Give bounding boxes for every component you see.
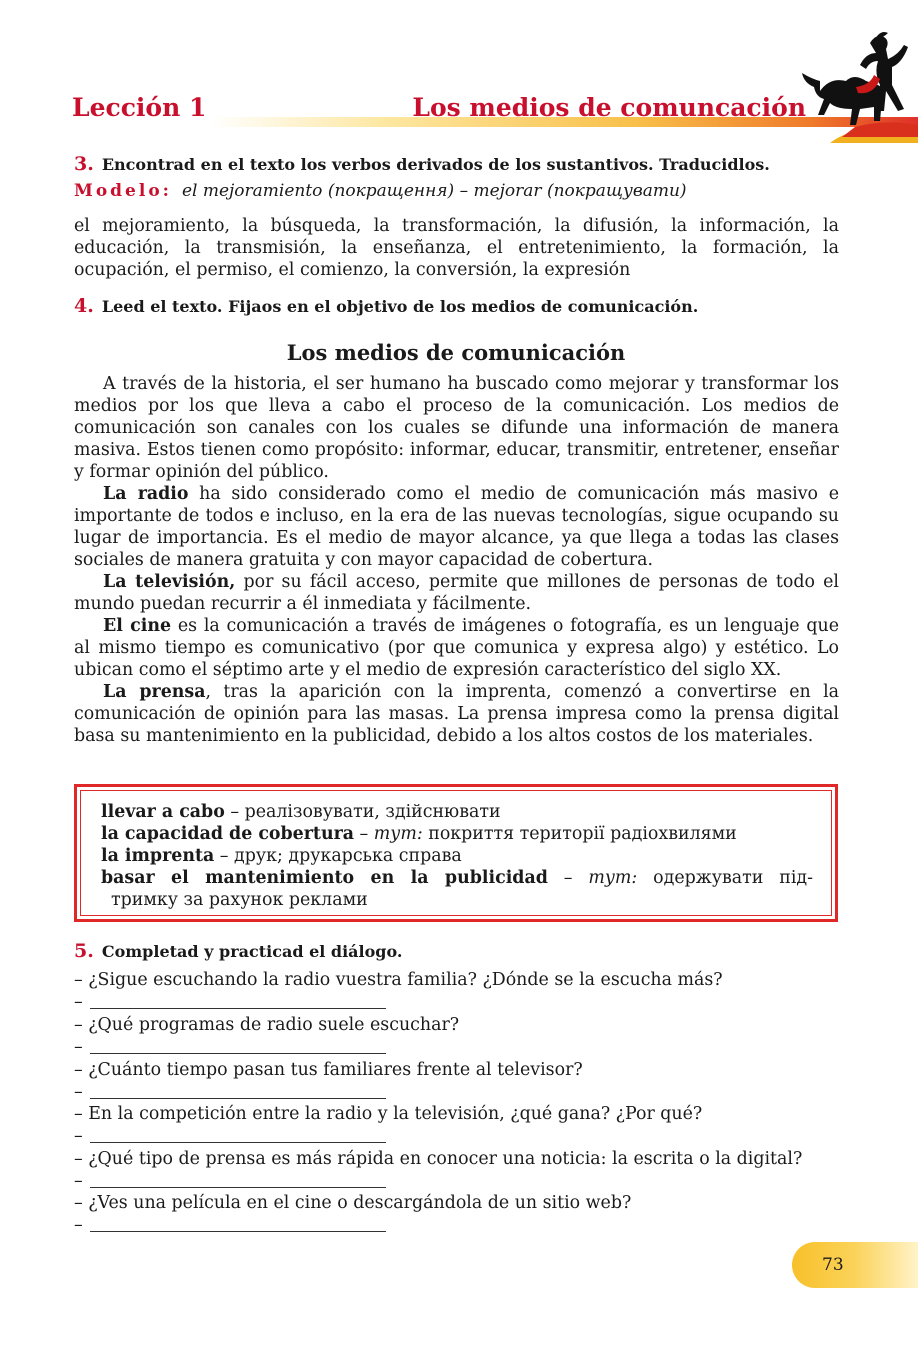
model-example <box>74 181 687 201</box>
answer-dash: – <box>74 1171 83 1191</box>
reading-title: Los medios de comunicación <box>286 340 626 365</box>
vocab-translation: друк; друкарська справа <box>234 846 462 866</box>
answer-blank[interactable] <box>74 1081 386 1103</box>
answer-blank[interactable] <box>74 1125 386 1147</box>
paragraph-cinema <box>74 615 839 681</box>
vocab-term: basar el mantenimiento en la publicidad <box>101 868 548 888</box>
paragraph-body: es la comunicación a través de imágenes o fotografía, es un lenguaje que al mismo tiempo es comunicativo (por que comunica y expresa algo) y estético. Lo ubican como el séptimo arte y el medio de expresión característico del siglo XX. <box>74 616 839 680</box>
paragraph-keyword: La prensa <box>103 682 206 702</box>
paragraph-intro: A través de la historia, el ser humano ha buscado como mejorar y transformar los medios por los que lleva a cabo el proceso de la comunicación. Los medios de comunicación son canales con los cuales se difunde una información de manera masiva. Estos tienen como propósito: informar, educar, transmitir, entretener, enseñar y formar opinión del público. <box>74 374 839 482</box>
reading-text <box>74 373 839 747</box>
page-header <box>0 85 918 135</box>
dialogue-question: – ¿Cuánto tiempo pasan tus familiares frente al televisor? <box>74 1060 583 1080</box>
vocab-note: тут: <box>373 824 423 844</box>
dialogue-question: – En la competición entre la radio y la televisión, ¿qué gana? ¿Por qué? <box>74 1104 703 1124</box>
vocab-dash: – <box>547 868 589 888</box>
vocab-entry <box>101 823 813 845</box>
page-number-tab <box>792 1242 918 1288</box>
vocab-term: llevar a cabo <box>101 802 225 822</box>
model-text: el mejoramiento (покращення) – mejorar (покращувати) <box>181 181 687 201</box>
answer-blank[interactable] <box>74 1214 386 1236</box>
vocab-translation: одержувати під- <box>637 868 813 888</box>
vocab-term: la imprenta <box>101 846 215 866</box>
answer-blank[interactable] <box>74 991 386 1013</box>
answer-dash: – <box>74 992 83 1012</box>
answer-dash: – <box>74 1126 83 1146</box>
paragraph-keyword: La televisión, <box>103 572 236 592</box>
paragraph-body: ha sido considerado como el medio de comunicación más masivo e importante de todos e incluso, en la era de las nuevas tecnologías, sigue ocupando su lugar de importancia. Es el medio de mayor alcance, ya que llega a todas las clases sociales de manera gratuita y con mayor capacidad de cobertura. <box>74 484 839 570</box>
answer-dash: – <box>74 1082 83 1102</box>
vocab-dash: – <box>224 802 245 822</box>
task-3-instruction <box>74 153 770 175</box>
answer-dash: – <box>74 1215 83 1235</box>
model-label: Modelo: <box>74 181 172 201</box>
vocab-entry <box>101 867 813 889</box>
vocab-entry-continued: тримку за рахунок реклами <box>111 890 368 910</box>
paragraph-body: por su fácil acceso, permite que millones de personas de todo el mundo puedan recurrir a él inmediata y fácilmente. <box>74 572 839 614</box>
vocab-dash: – <box>354 824 374 844</box>
vocab-dash: – <box>214 846 235 866</box>
task-text: Completad y practicad el diálogo. <box>101 942 403 961</box>
paragraph-press <box>74 681 839 747</box>
task-number: 5. <box>74 940 94 962</box>
page-number: 73 <box>822 1255 844 1275</box>
lesson-label: Lección 1 <box>72 93 207 122</box>
answer-dash: – <box>74 1037 83 1057</box>
paragraph-body: , tras la aparición con la imprenta, comenzó a convertirse en la comunicación de opinión para las masas. La prensa impresa como la prensa digital basa su mantenimiento en la publicidad, debido a los altos costos de los materiales. <box>74 682 840 746</box>
task-5-instruction <box>74 940 402 962</box>
vocab-entry <box>101 801 813 823</box>
paragraph-television <box>74 571 839 615</box>
dialogue-question: – ¿Sigue escuchando la radio vuestra familia? ¿Dónde se la escucha más? <box>74 970 723 990</box>
paragraph-radio <box>74 483 839 571</box>
dialogue-question: – ¿Ves una película en el cine o descargándola de un sitio web? <box>74 1193 632 1213</box>
task-4-instruction <box>74 295 698 317</box>
vocab-translation: реалізовувати, здійснювати <box>244 802 501 822</box>
lesson-title: Los medios de comuncación <box>412 93 806 122</box>
answer-blank[interactable] <box>74 1036 386 1058</box>
word-list: el mejoramiento, la búsqueda, la transformación, la difusión, la información, la educación, la transmisión, la enseñanza, el entretenimiento, la formación, la ocupación, el permiso, el comienzo, la conversión, la expresión <box>74 216 839 280</box>
vocab-translation: покриття території радіохвилями <box>422 824 737 844</box>
dialogue-question: – ¿Qué tipo de prensa es más rápida en conocer una noticia: la escrita o la digital? <box>74 1149 803 1169</box>
dialogue-question: – ¿Qué programas de radio suele escuchar? <box>74 1015 460 1035</box>
paragraph-keyword: La radio <box>103 484 189 504</box>
bullfighter-silhouette-icon <box>800 25 918 145</box>
answer-blank[interactable] <box>74 1170 386 1192</box>
task-number: 4. <box>74 295 94 317</box>
task-number: 3. <box>74 153 94 175</box>
vocab-entry <box>101 845 813 867</box>
vocab-note: тут: <box>588 868 638 888</box>
task-text: Encontrad en el texto los verbos derivados de los sustantivos. Traducidlos. <box>101 155 770 174</box>
vocabulary-box <box>74 784 838 922</box>
vocab-term: la capacidad de cobertura <box>101 824 355 844</box>
paragraph-keyword: El cine <box>103 616 172 636</box>
task-text: Leed el texto. Fijaos en el objetivo de los medios de comunicación. <box>101 297 699 316</box>
